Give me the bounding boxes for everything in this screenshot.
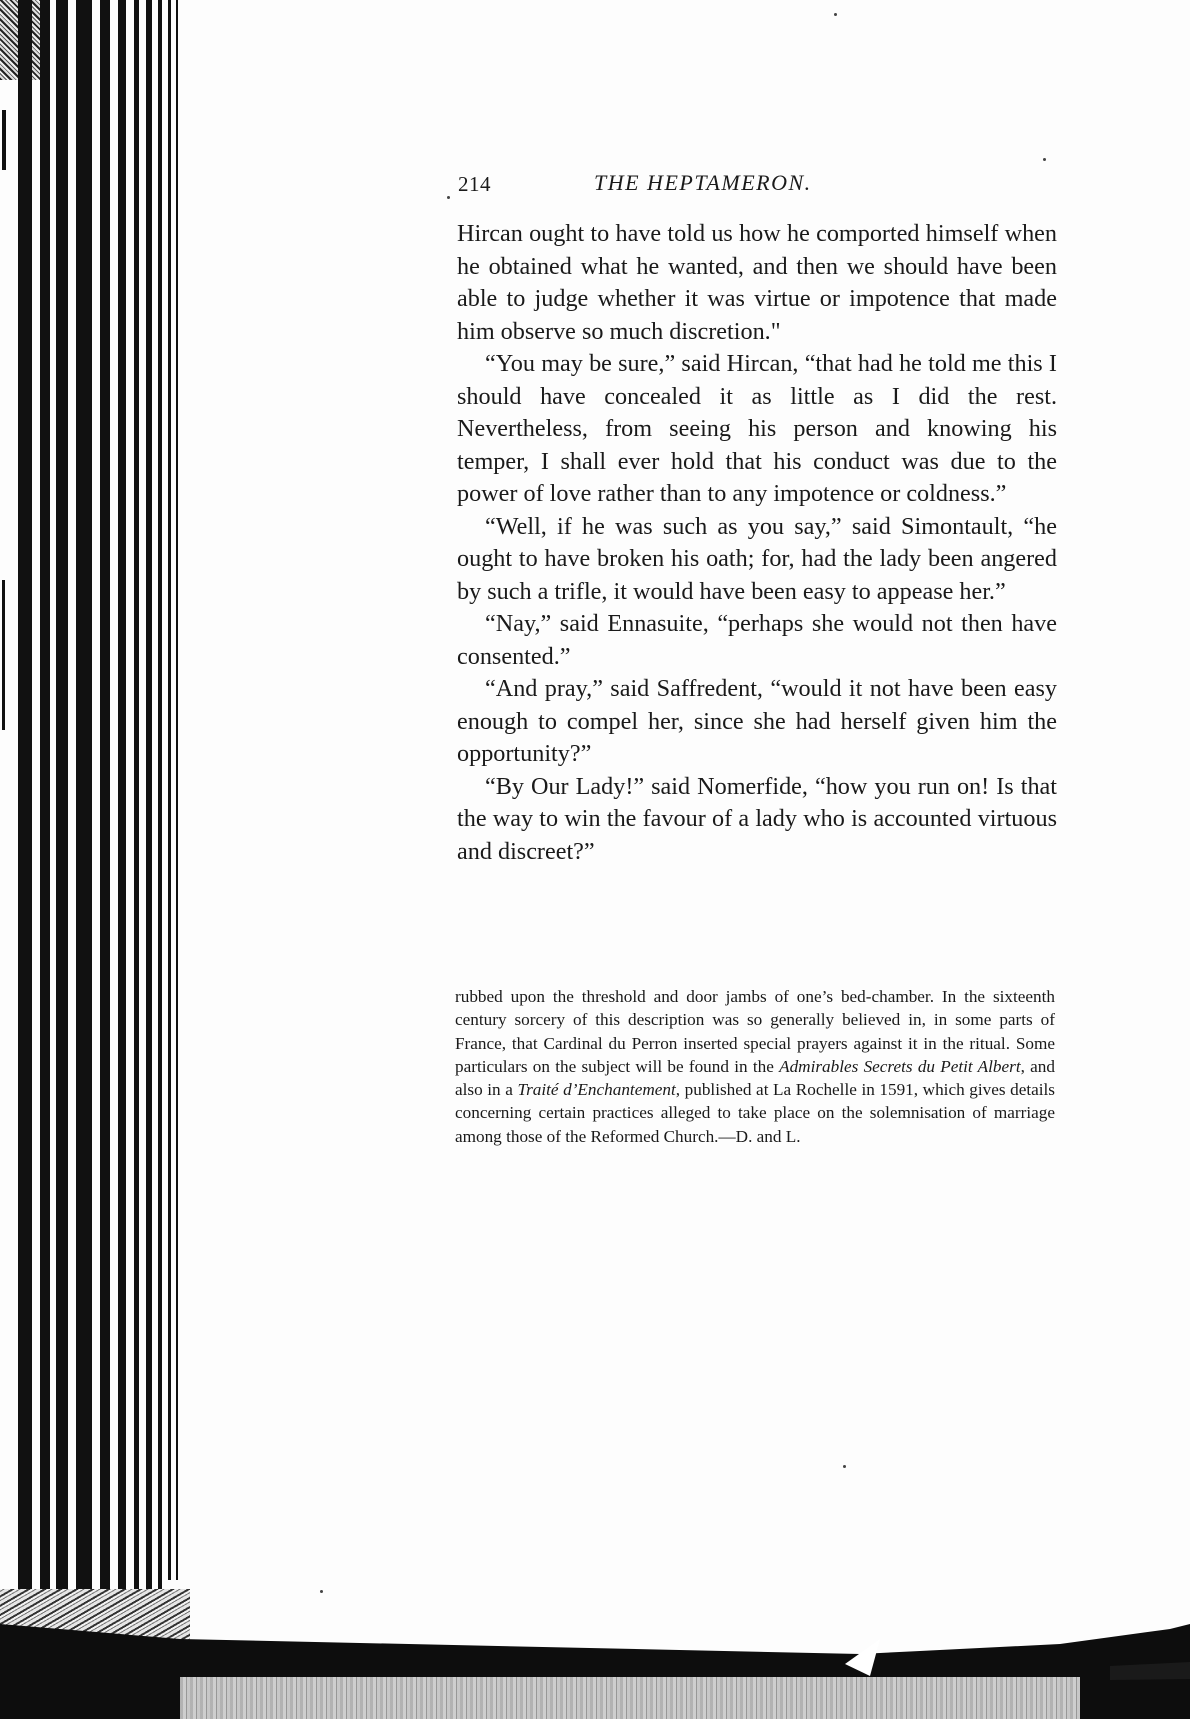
footnote-title-petit-albert: Admirables Secrets du Petit Albert [779, 1056, 1021, 1076]
footnote-title-enchantement: Traité d’Enchantement [517, 1080, 676, 1100]
scan-speck [834, 13, 837, 16]
paragraph-continuation: Hircan ought to have told us how he comported himself when he obtained what he wanted, and then we should have been able to judge whether it was virtue or impotence that made him observe so much discretion." [457, 220, 1057, 345]
footnote [455, 985, 1055, 1148]
main-text-block [457, 218, 1057, 868]
paragraph-ennasuite: “Nay,” said Ennasuite, “perhaps she would not then have consented.” [457, 610, 1057, 670]
page-bottom-edge [0, 1584, 1190, 1719]
book-binding-edge [0, 0, 200, 1719]
scan-grain-bottom [180, 1677, 1080, 1719]
footnote-part-1: rubbed upon the threshold and door jambs of one’s bed-chamber. In the sixteenth century sorcery of this description was so generally believed in, in some parts of France, that Cardinal du Perron inserted special prayers against it in the ritual. Some particulars on the subject will be found in the [455, 987, 1055, 1076]
paragraph-saffredent: “And pray,” said Saffredent, “would it not have been easy enough to compel her, since she had herself given him the opportunity?” [457, 675, 1057, 767]
footnote-text [455, 985, 1055, 1148]
paragraph-simontault: “Well, if he was such as you say,” said Simontault, “he ought to have broken his oath; for, had the lady been angered by such a trifle, it would have been easy to appease her.” [457, 512, 1057, 605]
footnote-part-3: , published at La Rochelle in 1591, which gives details concerning certain practices alleged to take place on the solemnisation of marriage among those of the Reformed Church.—D. and L. [455, 1080, 1055, 1146]
scan-speck [1043, 158, 1046, 161]
footnote-part-2: , and also in a [455, 1056, 1055, 1100]
paragraph-hircan: “You may be sure,” said Hircan, “that had he told me this I should have concealed it as little as I did the rest. Nevertheless, from seeing his person and knowing his temper, I shall ever hold that his conduct was due to the power of love rather than to any impotence or coldness.” [457, 350, 1057, 507]
running-header [454, 170, 1057, 204]
running-title: THE HEPTAMERON. [594, 170, 812, 195]
scan-speck [320, 1590, 323, 1593]
scan-speck [447, 196, 450, 199]
paragraph-nomerfide: “By Our Lady!” said Nomerfide, “how you run on! Is that the way to win the favour of a lady who is accounted virtuous and discreet?” [457, 772, 1057, 865]
scan-speck [843, 1465, 846, 1468]
page-number: 214 [458, 172, 491, 196]
